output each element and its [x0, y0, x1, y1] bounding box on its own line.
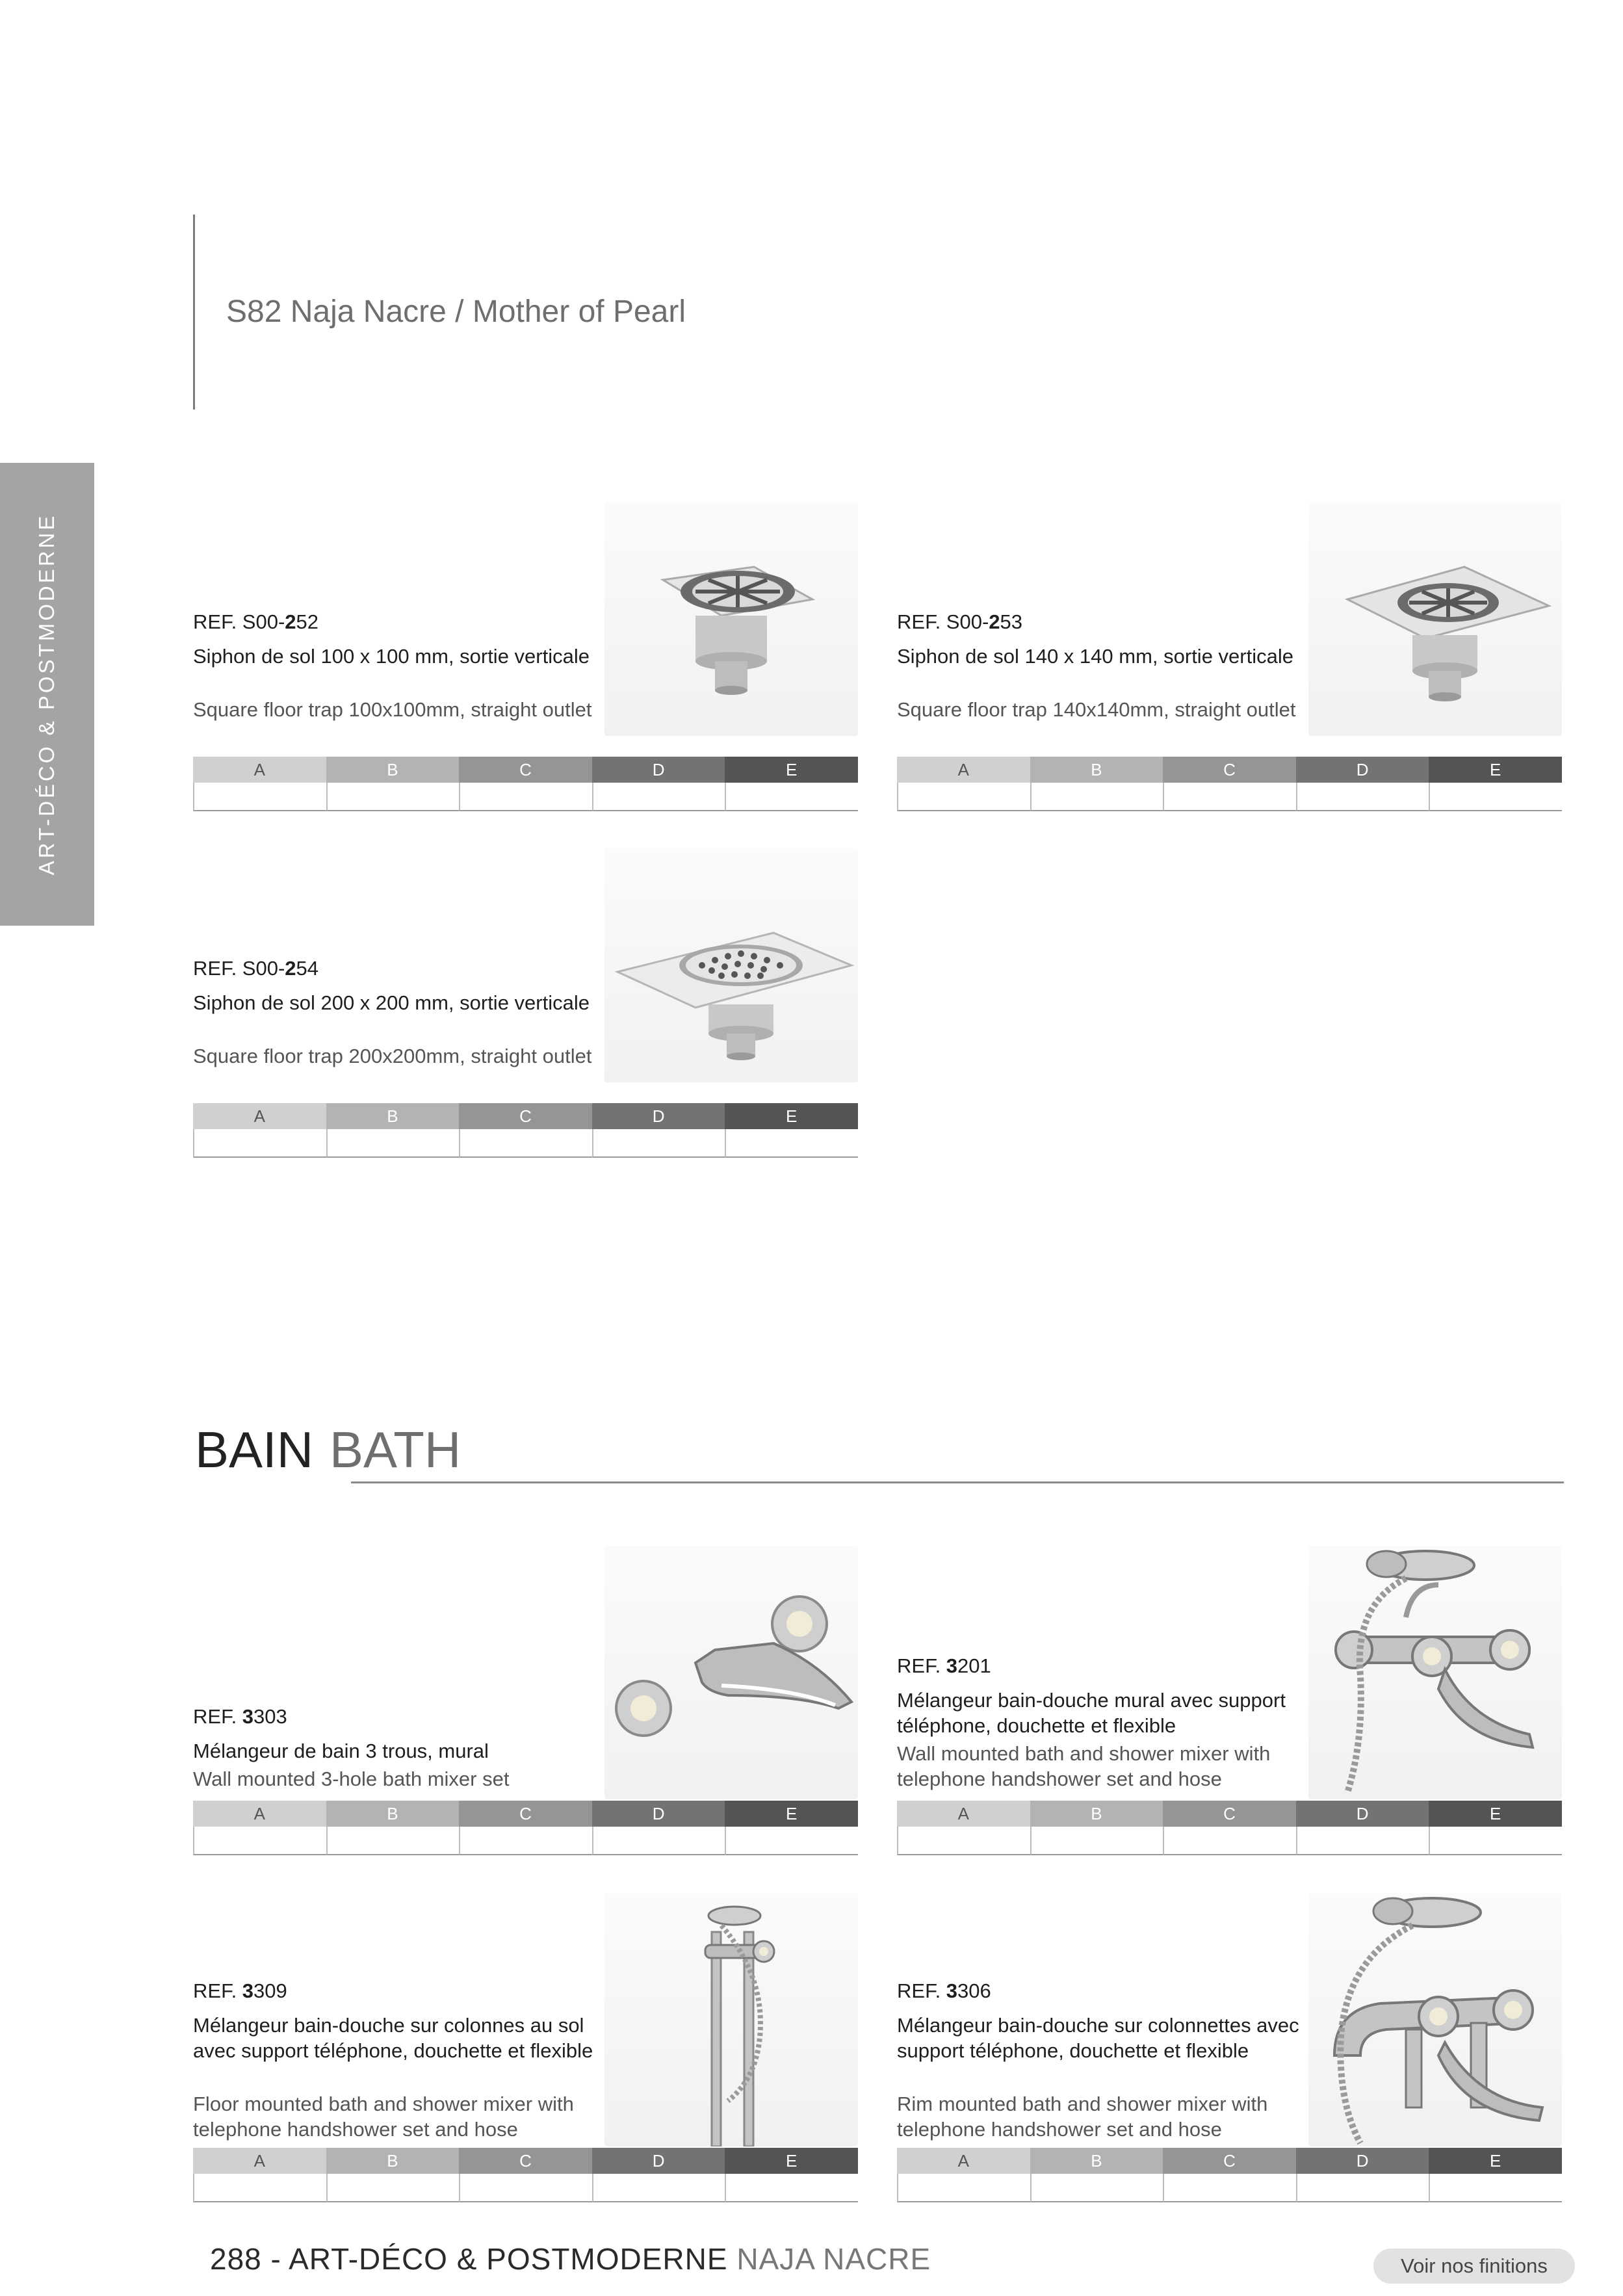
product-s00-252 [193, 502, 858, 820]
finish-header-a: A [193, 757, 326, 783]
finish-header-b: B [326, 1103, 460, 1129]
finish-header-d: D [592, 1103, 725, 1129]
finish-cell [725, 2174, 858, 2202]
finish-cell [725, 1827, 858, 1855]
product-desc-fr: Siphon de sol 140 x 140 mm, sortie verticale [897, 645, 1293, 668]
finish-header-b: B [1030, 1801, 1163, 1827]
finish-cell [1429, 1827, 1562, 1855]
finish-header-a: A [897, 1801, 1030, 1827]
finish-cell [592, 1129, 725, 1158]
finish-cell [1030, 1827, 1163, 1855]
finish-header-c: C [1163, 1801, 1296, 1827]
finish-cell [1429, 783, 1562, 811]
product-desc-en: Floor mounted bath and shower mixer with telephone handshower set and hose [193, 2093, 574, 2141]
finish-header-b: B [326, 2148, 460, 2174]
finish-cell [592, 783, 725, 811]
finish-cell [1296, 783, 1429, 811]
rim-bath-mixer-icon [1308, 1893, 1562, 2146]
finish-cell [326, 783, 460, 811]
finish-table [193, 2148, 858, 2202]
finish-cell [725, 1129, 858, 1158]
finish-header-c: C [459, 1103, 592, 1129]
product-3309 [193, 1893, 858, 2205]
finish-header-e: E [725, 2148, 858, 2174]
finish-header-e: E [725, 1103, 858, 1129]
wall-bath-mixer-icon [604, 1546, 858, 1799]
finish-cell [1163, 2174, 1296, 2202]
finish-header-a: A [897, 757, 1030, 783]
finish-cell [459, 2174, 592, 2202]
product-ref: REF. S00-252 [193, 610, 319, 633]
finish-cell [1429, 2174, 1562, 2202]
finish-cell [1163, 1827, 1296, 1855]
finish-cell [1030, 2174, 1163, 2202]
floor-trap-grid-icon [604, 848, 858, 1082]
product-desc-en: Square floor trap 200x200mm, straight outlet [193, 1045, 592, 1067]
finish-cell [897, 2174, 1030, 2202]
finish-header-a: A [193, 2148, 326, 2174]
finish-cell [326, 1827, 460, 1855]
finish-cell [326, 2174, 460, 2202]
finish-header-c: C [459, 2148, 592, 2174]
floor-bath-mixer-icon [604, 1893, 858, 2146]
finish-table [897, 757, 1562, 811]
product-ref: REF. S00-254 [193, 957, 319, 980]
finish-table [897, 2148, 1562, 2202]
product-3306 [897, 1893, 1562, 2205]
finish-cell [193, 783, 326, 811]
product-desc-fr: Siphon de sol 200 x 200 mm, sortie verticale [193, 991, 590, 1014]
finish-header-c: C [459, 1801, 592, 1827]
finish-header-e: E [1429, 1801, 1562, 1827]
finish-table [897, 1801, 1562, 1855]
product-s00-253 [897, 502, 1562, 820]
finish-header-e: E [1429, 757, 1562, 783]
section-divider [351, 1481, 1564, 1483]
finish-header-b: B [1030, 757, 1163, 783]
product-desc-en: Wall mounted bath and shower mixer with telephone handshower set and hose [897, 1742, 1271, 1790]
finish-cell [592, 2174, 725, 2202]
finish-header-c: C [459, 757, 592, 783]
see-finishes-button[interactable]: Voir nos finitions [1373, 2249, 1575, 2284]
product-desc-fr: Mélangeur bain-douche mural avec support téléphone, douchette et flexible [897, 1689, 1286, 1737]
finish-cell [193, 1827, 326, 1855]
finish-table [193, 1103, 858, 1158]
finish-cell [725, 783, 858, 811]
finish-header-d: D [592, 2148, 725, 2174]
finish-header-d: D [592, 757, 725, 783]
finish-header-c: C [1163, 757, 1296, 783]
section-title-fr: BAIN [195, 1421, 314, 1478]
product-desc-en: Square floor trap 100x100mm, straight outlet [193, 698, 592, 721]
finish-header-c: C [1163, 2148, 1296, 2174]
product-desc-en: Wall mounted 3-hole bath mixer set [193, 1768, 510, 1790]
finish-header-e: E [725, 1801, 858, 1827]
product-s00-254 [193, 848, 858, 1167]
finish-header-a: A [897, 2148, 1030, 2174]
finish-header-a: A [193, 1103, 326, 1129]
product-desc-fr: Mélangeur bain-douche sur colonnes au sol avec support téléphone, douchette et flexible [193, 2014, 593, 2062]
product-ref: REF. S00-253 [897, 610, 1023, 633]
finish-cell [1296, 1827, 1429, 1855]
finish-cell [459, 783, 592, 811]
finish-cell [459, 1129, 592, 1158]
finish-header-e: E [725, 757, 858, 783]
product-3201 [897, 1546, 1562, 1858]
product-desc-fr: Mélangeur bain-douche sur colonnettes avec support téléphone, douchette et flexible [897, 2014, 1299, 2062]
finish-cell [193, 2174, 326, 2202]
finish-cell [1296, 2174, 1429, 2202]
finish-header-d: D [1296, 2148, 1429, 2174]
product-ref: REF. 3306 [897, 1979, 991, 2002]
side-tab-label: ART-DÉCO & POSTMODERNE [34, 513, 58, 876]
product-ref: REF. 3309 [193, 1979, 287, 2002]
finish-header-a: A [193, 1801, 326, 1827]
product-3303 [193, 1546, 858, 1858]
bath-shower-mixer-icon [1308, 1546, 1562, 1799]
finish-header-b: B [326, 757, 460, 783]
product-desc-fr: Mélangeur de bain 3 trous, mural [193, 1740, 489, 1762]
finish-header-d: D [592, 1801, 725, 1827]
collection-title: S82 Naja Nacre / Mother of Pearl [226, 294, 686, 329]
section-title-en: BATH [330, 1421, 461, 1478]
floor-trap-icon [1308, 502, 1562, 736]
product-ref: REF. 3303 [193, 1705, 287, 1728]
finish-header-d: D [1296, 1801, 1429, 1827]
page-footer [210, 2241, 931, 2276]
product-desc-en: Rim mounted bath and shower mixer with telephone handshower set and hose [897, 2093, 1268, 2141]
finish-header-e: E [1429, 2148, 1562, 2174]
side-tab [0, 463, 94, 926]
footer-page-label: 288 - ART-DÉCO & POSTMODERNE [210, 2242, 728, 2276]
finish-cell [1030, 783, 1163, 811]
product-desc-en: Square floor trap 140x140mm, straight outlet [897, 698, 1296, 721]
finish-cell [326, 1129, 460, 1158]
finish-cell [193, 1129, 326, 1158]
finish-cell [459, 1827, 592, 1855]
finish-cell [592, 1827, 725, 1855]
finish-cell [897, 1827, 1030, 1855]
footer-collection-label: NAJA NACRE [736, 2242, 931, 2276]
header-divider [193, 215, 195, 410]
finish-header-b: B [326, 1801, 460, 1827]
floor-trap-icon [604, 502, 858, 736]
finish-table [193, 1801, 858, 1855]
finish-header-d: D [1296, 757, 1429, 783]
product-ref: REF. 3201 [897, 1654, 991, 1677]
finish-cell [897, 783, 1030, 811]
finish-table [193, 757, 858, 811]
finish-cell [1163, 783, 1296, 811]
finish-header-b: B [1030, 2148, 1163, 2174]
product-desc-fr: Siphon de sol 100 x 100 mm, sortie verticale [193, 645, 590, 668]
